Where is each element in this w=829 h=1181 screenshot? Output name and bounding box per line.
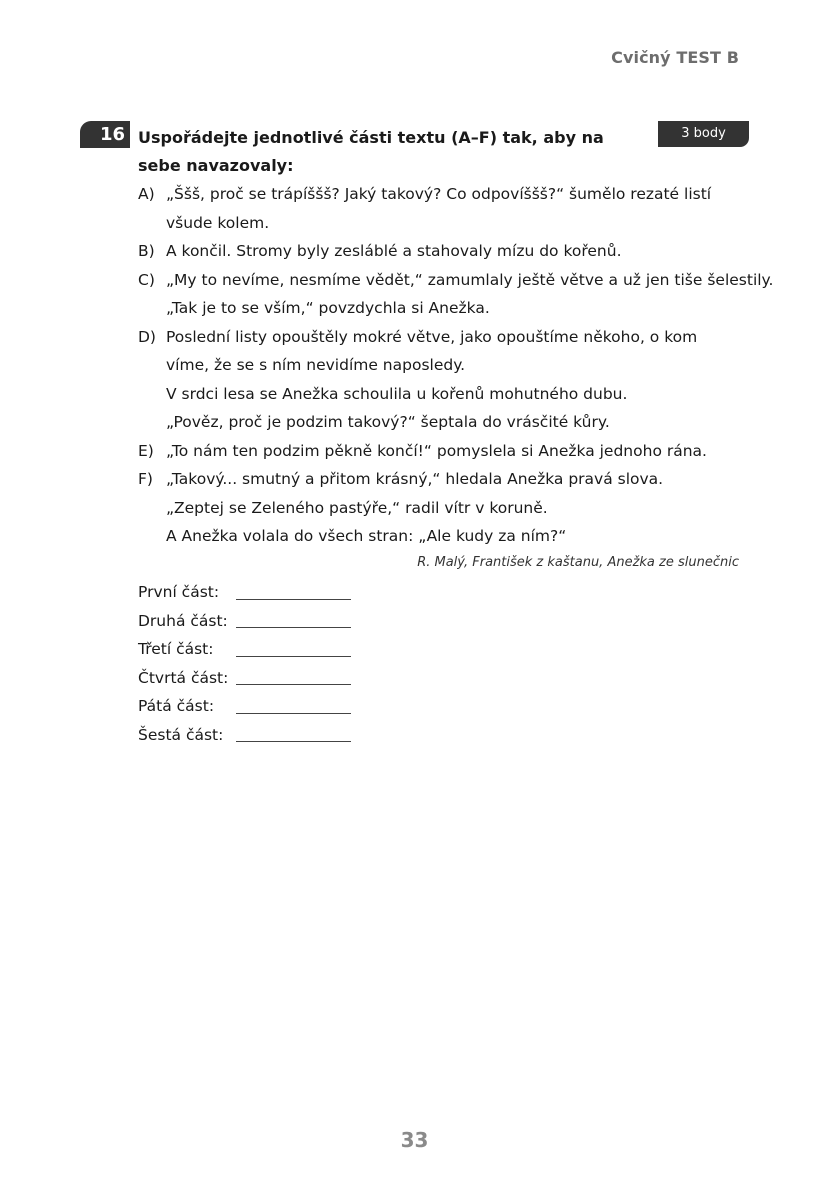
answer-label: Šestá část: xyxy=(138,725,224,744)
part-line: „Ššš, proč se trápíššš? Jaký takový? Co odpovíššš?“ šumělo rezaté listí xyxy=(166,185,712,203)
part-line: Poslední listy opouštěly mokré větve, jako opouštíme někoho, o kom xyxy=(166,327,698,346)
part-line: „Tak je to se vším,“ povzdychla si Anežka. xyxy=(166,299,490,317)
part-line: „Zeptej se Zeleného pastýře,“ radil vítr v koruně. xyxy=(166,498,548,517)
part-letter: A) xyxy=(138,185,155,203)
part-line: všude kolem. xyxy=(166,213,270,232)
text-part-b xyxy=(138,237,748,266)
answer-field-4[interactable] xyxy=(236,665,351,685)
answer-field-3[interactable] xyxy=(236,637,351,657)
part-letter: C) xyxy=(138,270,155,289)
points-badge: 3 body xyxy=(658,121,749,147)
part-line: „To nám ten podzim pěkně končí!“ pomyslela si Anežka jednoho rána. xyxy=(166,441,707,460)
answer-field-5[interactable] xyxy=(236,694,351,714)
answer-label: Čtvrtá část: xyxy=(138,668,229,687)
part-line: „My to nevíme, nesmíme vědět,“ zamumlaly ještě větve a už jen tiše šelestily. xyxy=(166,270,774,289)
answer-field-6[interactable] xyxy=(236,722,351,742)
answer-row-2 xyxy=(138,607,351,636)
answer-row-4 xyxy=(138,664,351,693)
part-letter: B) xyxy=(138,242,155,260)
part-line: A končil. Stromy byly zesláblé a stahovaly mízu do kořenů. xyxy=(166,242,622,260)
text-part-f xyxy=(138,465,748,551)
source-citation: R. Malý, František z kaštanu, Anežka ze slunečnic xyxy=(417,555,739,570)
part-letter: E) xyxy=(138,441,154,460)
answer-field-2[interactable] xyxy=(236,608,351,628)
answer-field-1[interactable] xyxy=(236,580,351,600)
text-part-e xyxy=(138,437,748,466)
answer-row-5 xyxy=(138,692,351,721)
part-line: „Takový... smutný a přitom krásný,“ hledala Anežka pravá slova. xyxy=(166,470,664,488)
text-part-c xyxy=(138,266,774,323)
answer-row-1 xyxy=(138,578,351,607)
answer-row-3 xyxy=(138,635,351,664)
task-instruction: Uspořádejte jednotlivé části textu (A–F) tak, aby na sebe navazovaly: xyxy=(138,128,604,175)
test-title: Cvičný TEST B xyxy=(611,48,739,67)
text-parts-list xyxy=(138,180,774,551)
answer-label: První část: xyxy=(138,583,220,601)
text-part-d xyxy=(138,323,748,437)
part-line: A Anežka volala do všech stran: „Ale kudy za ním?“ xyxy=(166,527,567,545)
part-line: víme, že se s ním nevidíme naposledy. xyxy=(166,356,466,374)
answer-label: Druhá část: xyxy=(138,611,228,630)
answer-label: Třetí část: xyxy=(138,640,214,658)
page-number: 33 xyxy=(400,1128,429,1152)
answer-label: Pátá část: xyxy=(138,697,215,715)
part-line: V srdci lesa se Anežka schoulila u kořenů mohutného dubu. xyxy=(166,384,628,403)
part-line: „Pověz, proč je podzim takový?“ šeptala do vrásčité kůry. xyxy=(166,413,610,431)
text-part-a xyxy=(138,180,748,237)
part-letter: F) xyxy=(138,470,153,488)
part-letter: D) xyxy=(138,327,156,346)
answer-row-6 xyxy=(138,721,351,750)
task-number-badge: 16 xyxy=(80,121,130,148)
answer-section xyxy=(138,578,351,749)
